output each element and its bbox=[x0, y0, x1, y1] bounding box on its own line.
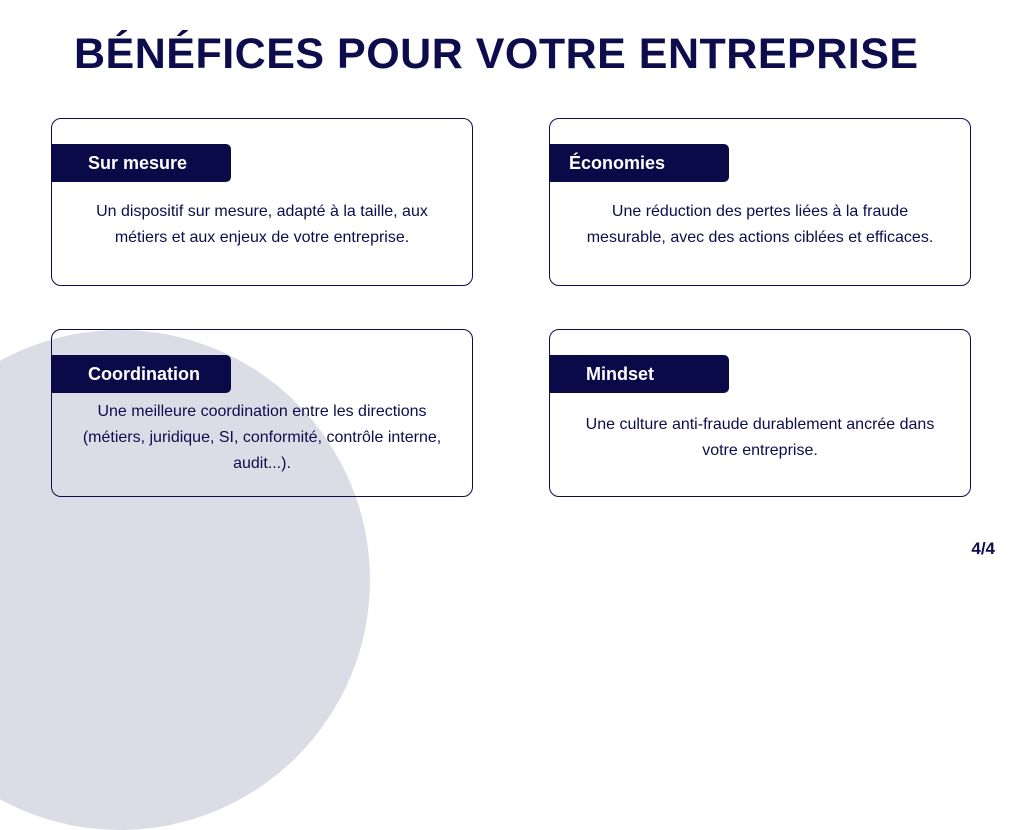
benefit-card-mindset bbox=[549, 329, 971, 497]
benefit-card-sur-mesure bbox=[51, 118, 473, 286]
benefit-card-economies bbox=[549, 118, 971, 286]
card-text: Un dispositif sur mesure, adapté à la taille, aux métiers et aux enjeux de votre entreprise. bbox=[96, 203, 428, 246]
card-label: Mindset bbox=[549, 355, 729, 393]
benefit-card-coordination bbox=[51, 329, 473, 497]
card-label: Économies bbox=[549, 144, 729, 182]
card-text: Une réduction des pertes liées à la fraude mesurable, avec des actions ciblées et efficaces. bbox=[586, 203, 934, 246]
card-label: Coordination bbox=[51, 355, 231, 393]
page-title: BÉNÉFICES POUR VOTRE ENTREPRISE bbox=[74, 30, 919, 78]
page-number: 4/4 bbox=[971, 539, 995, 558]
card-label: Sur mesure bbox=[51, 144, 231, 182]
card-text: Une meilleure coordination entre les directions (métiers, juridique, SI, conformité, contrôle interne, audit...). bbox=[82, 403, 442, 472]
card-text: Une culture anti-fraude durablement ancrée dans votre entreprise. bbox=[585, 416, 935, 459]
